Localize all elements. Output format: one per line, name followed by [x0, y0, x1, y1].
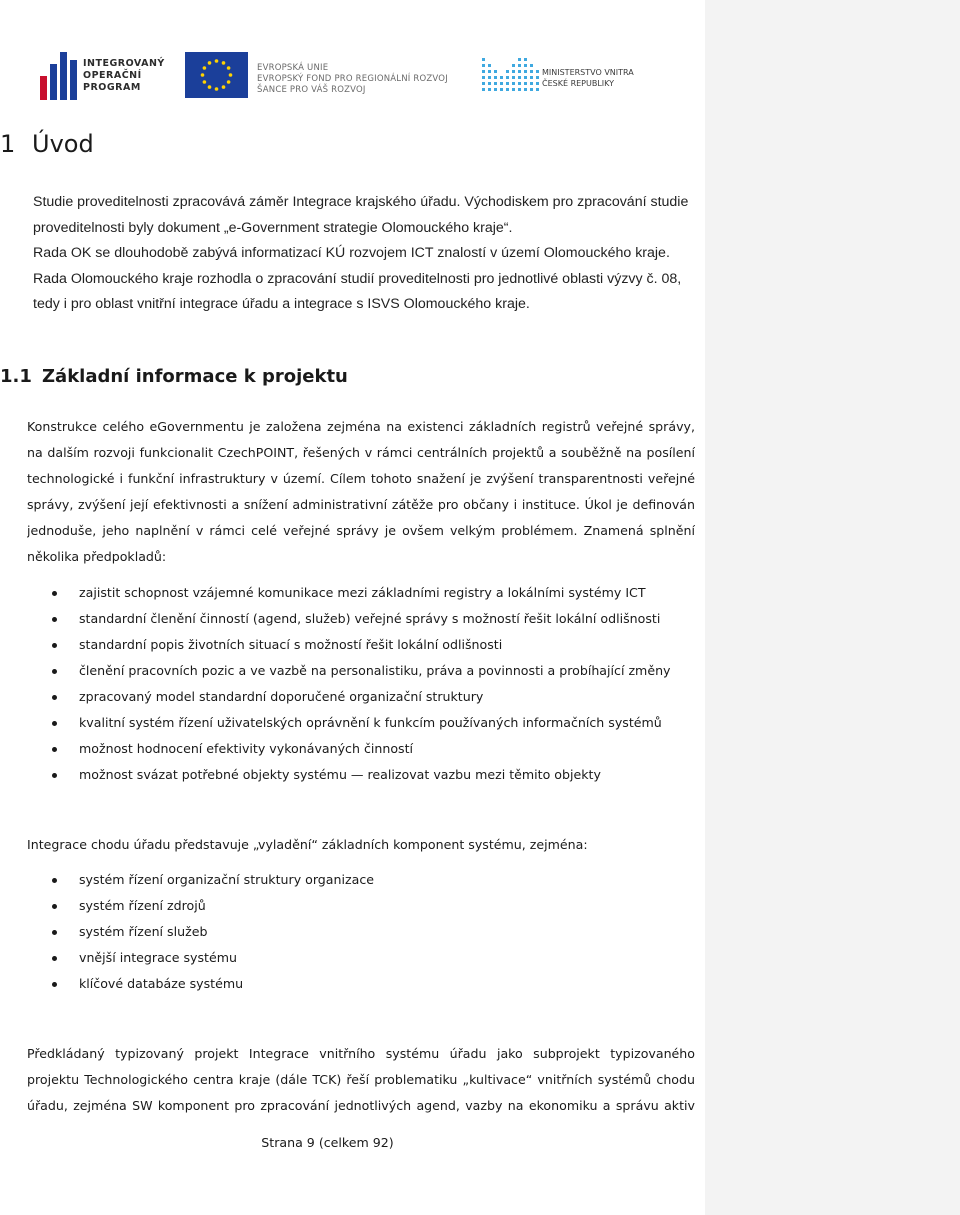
list-item-text: systém řízení služeb [79, 924, 208, 939]
list-item-text: kvalitní systém řízení uživatelských oprávnění k funkcím používaných informačních systémů [79, 715, 662, 730]
list-item [0, 632, 671, 658]
paragraph-line: několika předpokladů: [27, 549, 167, 564]
list-item-text: možnost svázat potřebné objekty systému — realizovat vazbu mezi těmito objekty [79, 767, 601, 782]
bullet-icon [52, 617, 57, 622]
mv-logo-icon [480, 54, 540, 98]
bullet-icon [52, 695, 57, 700]
bullet-icon [52, 930, 57, 935]
section-heading [0, 130, 94, 158]
paragraph-line: tedy i pro oblast vnitřní integrace úřadu a integrace s ISVS Olomouckého kraje. [33, 296, 530, 312]
list-item [0, 658, 671, 684]
bullet-icon [52, 747, 57, 752]
iop-logo-line: INTEGROVANÝ [83, 58, 165, 69]
paragraph-line: správy, zvýšení její efektivnosti a snížení administrativní zátěže pro občany i instituce. Úkol je definován [27, 497, 695, 512]
list-item [0, 710, 671, 736]
paragraph-line: Studie proveditelnosti zpracovává záměr Integrace krajského úřadu. Východiskem pro zpracování studie [33, 194, 689, 210]
paragraph-line: Rada Olomouckého kraje rozhodla o zpracování studií proveditelnosti pro jednotlivé oblasti výzvy č. 08, [33, 270, 682, 287]
list-item [0, 684, 671, 710]
bullet-icon [52, 878, 57, 883]
intro-paragraph [33, 190, 695, 318]
bullet-icon [52, 721, 57, 726]
section-number: 1 [0, 130, 16, 158]
paragraph-line: proveditelnosti byly dokument „e-Government strategie Olomouckého kraje“. [33, 219, 513, 236]
bullet-list [0, 867, 374, 997]
iop-logo [40, 52, 175, 100]
paragraph-line: na dalším rozvoji funkcionalit CzechPOINT, řešených v rámci centrálních projektů a souběžně na posílení [27, 445, 695, 460]
body-paragraph [27, 414, 695, 570]
bullet-icon [52, 904, 57, 909]
paragraph-line: Konstrukce celého eGovernmentu je založena zejména na existenci základních registrů veřejné správy, [27, 419, 695, 434]
list-item [0, 919, 374, 945]
list-item-text: zpracovaný model standardní doporučené organizační struktury [79, 689, 484, 704]
list-item-text: standardní popis životních situací s možností řešit lokální odlišnosti [79, 637, 503, 652]
list-item [0, 762, 671, 788]
subsection-number: 1.1 [0, 366, 32, 387]
list-item-text: vnější integrace systému [79, 950, 237, 965]
bullet-icon [52, 982, 57, 987]
list-item [0, 867, 374, 893]
paragraph-line: úřadu, zejména SW komponent pro zpracování jednotlivých agend, vazby na ekonomiku a správu aktiv [27, 1098, 695, 1113]
body-paragraph: Integrace chodu úřadu představuje „vyladění“ základních komponent systému, zejména: [27, 837, 588, 852]
subsection-heading [0, 366, 348, 387]
list-item [0, 893, 374, 919]
mv-logo-line: ČESKÉ REPUBLIKY [542, 79, 615, 88]
list-item [0, 945, 374, 971]
eu-logo-line: ŠANCE PRO VÁŠ ROZVOJ [257, 85, 366, 95]
eu-logo-line: EVROPSKÝ FOND PRO REGIONÁLNÍ ROZVOJ [257, 74, 448, 84]
bullet-icon [52, 669, 57, 674]
mv-logo [480, 52, 660, 102]
subsection-title: Základní informace k projektu [42, 366, 348, 387]
iop-logo-line: OPERAČNÍ [83, 70, 142, 81]
eu-logo-line: EVROPSKÁ UNIE [257, 63, 329, 73]
paragraph-line: technologické i funkční infrastruktury v území. Cílem tohoto snažení je zvýšení transparentnosti veřejné [27, 471, 695, 486]
list-item-text: členění pracovních pozic a ve vazbě na personalistiku, práva a povinnosti a probíhající změny [79, 663, 671, 678]
list-item-text: standardní členění činností (agend, služeb) veřejné správy s možností řešit lokální odlišnosti [79, 611, 661, 626]
list-item [0, 971, 374, 997]
list-item-text: systém řízení zdrojů [79, 898, 206, 913]
list-item-text: klíčové databáze systému [79, 976, 244, 991]
eu-logo [185, 52, 470, 102]
bullet-icon [52, 643, 57, 648]
bullet-icon [52, 773, 57, 778]
bullet-icon [52, 956, 57, 961]
list-item-text: systém řízení organizační struktury organizace [79, 872, 374, 887]
iop-logo-icon [40, 52, 78, 100]
paragraph-line: Předkládaný typizovaný projekt Integrace vnitřního systému úřadu jako subprojekt typizovaného [27, 1046, 695, 1061]
mv-logo-line: MINISTERSTVO VNITRA [542, 68, 634, 77]
paragraph-line: jednoduše, jeho naplnění v rámci celé veřejné správy je ovšem velkým problémem. Znamená splnění [27, 523, 695, 538]
list-item-text: zajistit schopnost vzájemné komunikace mezi základními registry a lokálními systémy ICT [79, 585, 646, 600]
list-item [0, 736, 671, 762]
paragraph-line: Rada OK se dlouhodobě zabývá informatizací KÚ rozvojem ICT znalostí v území Olomouckého kraje. [33, 245, 670, 261]
list-item [0, 606, 671, 632]
paragraph-line: projektu Technologického centra kraje (dále TCK) řeší problematiku „kultivace“ vnitřních systémů chodu [27, 1072, 695, 1087]
page-number: Strana 9 (celkem 92) [261, 1135, 394, 1150]
side-margin-panel [705, 0, 960, 1215]
bullet-list [0, 580, 671, 788]
list-item [0, 580, 671, 606]
list-item-text: možnost hodnocení efektivity vykonávaných činností [79, 741, 414, 756]
iop-logo-line: PROGRAM [83, 82, 141, 93]
body-paragraph [27, 1041, 695, 1119]
bullet-icon [52, 591, 57, 596]
section-title: Úvod [32, 130, 94, 158]
eu-flag-icon [185, 52, 248, 98]
